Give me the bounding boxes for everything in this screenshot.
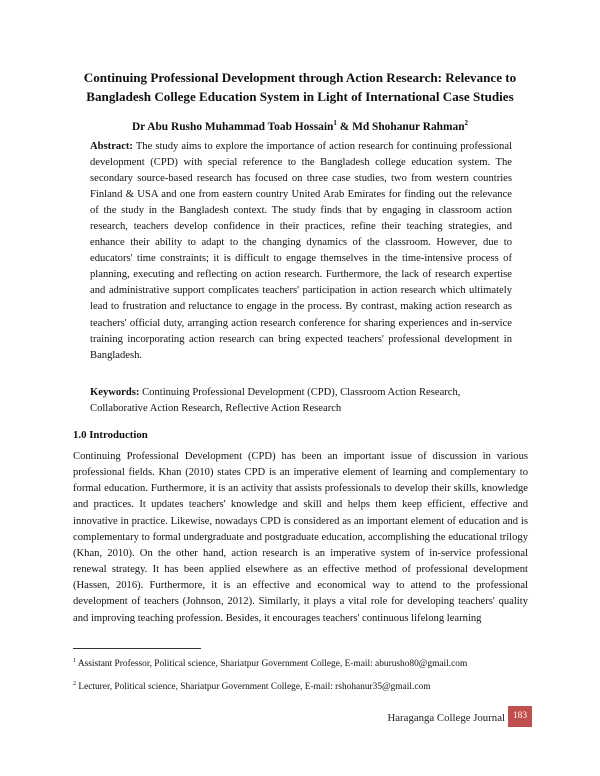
keywords-label: Keywords: (90, 387, 140, 398)
paper-title: Continuing Professional Development through Action Research: Relevance to Bangladesh College Education System in Light of International Case Studies (83, 70, 517, 104)
footnote-1 (73, 655, 533, 670)
author-line (60, 116, 540, 135)
abstract-text: The study aims to explore the importance of action research for continuing professional development (CPD) with special reference to the Bangladesh college education system. The secondary source-based research has focused on three case studies, two from western countries Finland & USA and one from eastern country United Arab Emirates for finding out the relevance of the study in the Bangladesh context. The study finds that by engaging in classroom action research, teachers develop confidence in their practices, refine their teaching strategies, and enhance their ability to adapt to the changing dynamics of the classroom. However, due to educators' time constraints; it is difficult to engage themselves in the time-intensive process of planning, executing and reflecting on action research. Furthermore, the lack of research expertise and administrative support complicates teachers' participation in action research which ultimately lead to frustration and reluctance to engage in the process. By contrast, making action research as teachers' official duty, arranging action research conference for sharing experiences and in-service training incorporating action research can bring expected teachers' professional development in Bangladesh. (90, 141, 512, 361)
footnote-2 (73, 678, 533, 693)
abstract-block (90, 139, 512, 364)
author-separator: & (336, 120, 353, 133)
author-2-name: Md Shohanur Rahman (352, 120, 465, 133)
abstract-label: Abstract: (90, 141, 133, 152)
footnote-divider (73, 648, 201, 649)
author-1-footnote-mark: 1 (333, 119, 337, 127)
keywords-text: Continuing Professional Development (CPD), Classroom Action Research, Collaborative Action Research, Reflective Action Research (90, 387, 461, 414)
footnote-2-mark: 2 (73, 681, 76, 687)
section-heading: 1.0 Introduction (73, 429, 148, 441)
footnote-2-text: Lecturer, Political science, Shariatpur Government College, E-mail: rshohanur35@gmail.com (78, 682, 431, 693)
footnote-1-text: Assistant Professor, Political science, Shariatpur Government College, E-mail: aburusho80@gmail.com (77, 659, 468, 670)
author-1-name: Dr Abu Rusho Muhammad Toab Hossain (131, 120, 334, 133)
journal-name: Haraganga College Journal (387, 712, 505, 724)
page-number-badge: 183 (508, 706, 532, 727)
keywords-block (90, 385, 512, 417)
introduction-paragraph: Continuing Professional Development (CPD) has been an important issue of discussion in various professional fields. Khan (2010) states CPD is an imperative element of learning and complementary to formal education. Furthermore, it is an activity that assists professionals to develop their skills, knowledge and practices. It updates teachers' knowledge and skill and helps them keep efficient, effective and innovative in practice. Likewise, nowadays CPD is considered as an important element of education and is complementary to formal undergraduate and postgraduate education, accomplishing the educational trilogy (Khan, 2010). On the other hand, action research is an imperative system of in-service professional renewal strategy. It has been applied elsewhere as an effective method of professional development (Hassen, 2016). Furthermore, it is an effective and economical way to attend to the professional development of teachers (Johnson, 2012). Similarly, it plays a vital role for developing teachers' quality and improving teaching profession. Besides, it encourages teachers' continuous lifelong learning (73, 451, 528, 624)
footnote-1-mark: 1 (73, 658, 76, 664)
author-2-footnote-mark: 2 (464, 119, 469, 127)
